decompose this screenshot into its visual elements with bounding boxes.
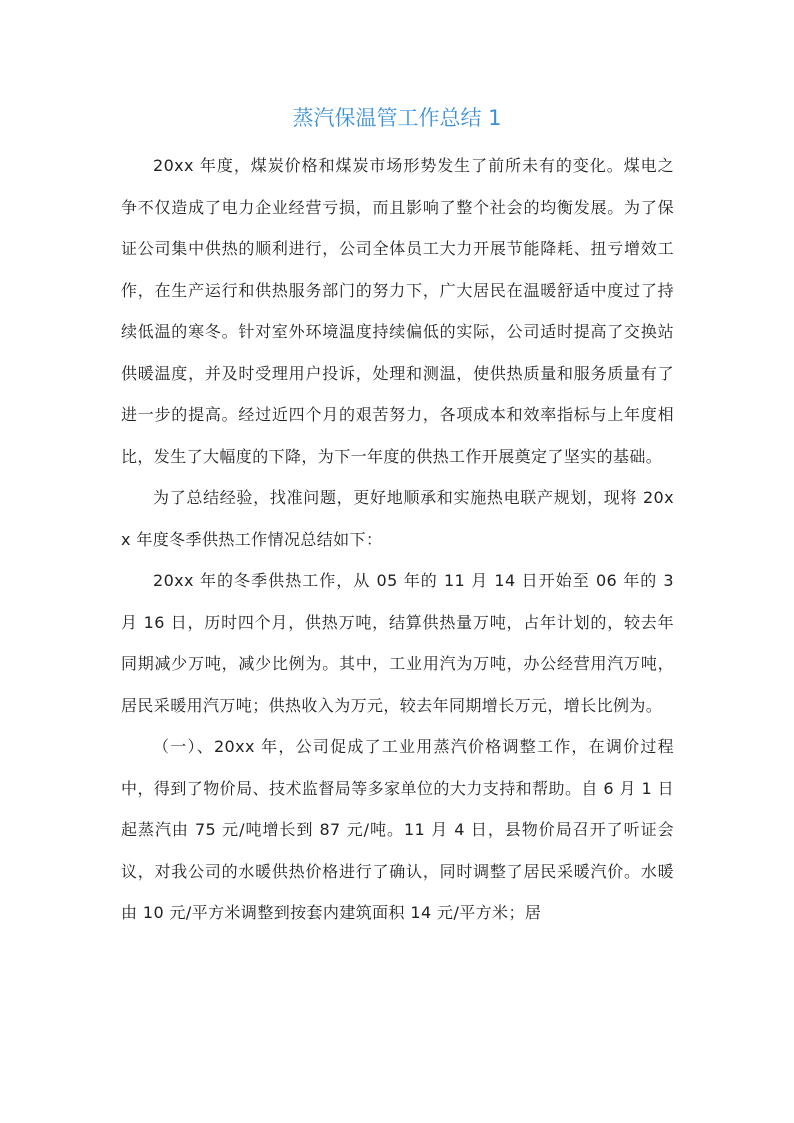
paragraph-summary-lead: 为了总结经验，找准问题，更好地顺承和实施热电联产规划，现将 20xx 年度冬季供热工作情况总结如下：	[121, 488, 674, 549]
paragraph-winter-heating: 20xx 年的冬季供热工作，从 05 年的 11 月 14 日开始至 06 年的 3 月 16 日，历时四个月，供热万吨，结算供热量万吨，占年计划的，较去年同期减少万吨，减少比例为。其中，工业用汽为万吨，办公经营用汽万吨，居民采暖用汽万吨；供热收入为万元，较去年同期增长万元，增长比例为。	[121, 571, 674, 715]
paragraph-intro: 20xx 年度，煤炭价格和煤炭市场形势发生了前所未有的变化。煤电之争不仅造成了电力企业经营亏损，而且影响了整个社会的均衡发展。为了保证公司集中供热的顺利进行，公司全体员工大力开展节能降耗、扭亏增效工作，在生产运行和供热服务部门的努力下，广大居民在温暖舒适中度过了持续低温的寒冬。针对室外环境温度持续偏低的实际，公司适时提高了交换站供暖温度，并及时受理用户投诉，处理和测温，使供热质量和服务质量有了进一步的提高。经过近四个月的艰苦努力，各项成本和效率指标与上年度相比，发生了大幅度的下降，为下一年度的供热工作开展奠定了坚实的基础。	[121, 156, 674, 466]
paragraph-price-adjustment: （一）、20xx 年，公司促成了工业用蒸汽价格调整工作，在调价过程中，得到了物价局、技术监督局等多家单位的大力支持和帮助。自 6 月 1 日起蒸汽由 75 元/吨增长到 87 元/吨。11 月 4 日，县物价局召开了听证会议，对我公司的水暖供热价格进行了确认，同时调整了居民采暖汽价。水暖由 10 元/平方米调整到按套内建筑面积 14 元/平方米；居	[121, 737, 674, 922]
document-title: 蒸汽保温管工作总结 1	[292, 106, 502, 130]
document-body	[121, 145, 674, 934]
